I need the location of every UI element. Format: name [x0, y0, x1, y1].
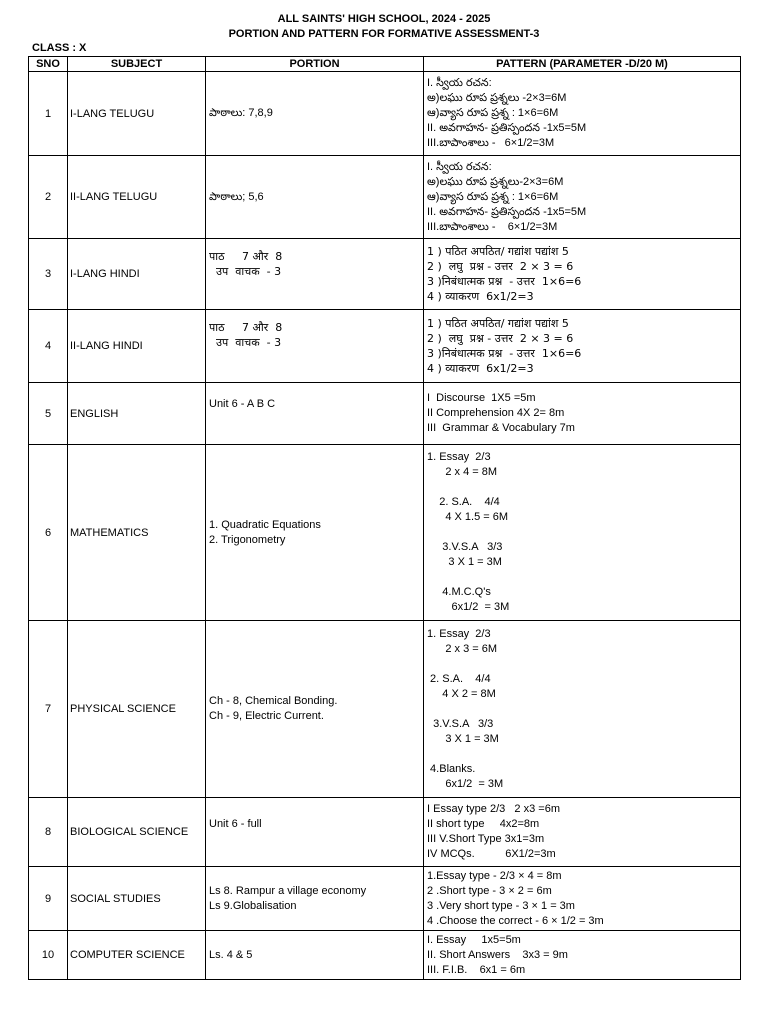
row-portion: Ch - 8, Chemical Bonding. Ch - 9, Electric Current. — [206, 621, 424, 798]
row-subject: SOCIAL STUDIES — [68, 867, 206, 931]
row-portion: पाठ 7 और 8 उप वाचक - 3 — [206, 239, 424, 310]
row-portion: 1. Quadratic Equations 2. Trigonometry — [206, 445, 424, 621]
col-header-pattern: PATTERN (PARAMETER -D/20 M) — [424, 57, 741, 72]
row-pattern: I. స్వీయ రచన: అ)లఘు రూప ప్రశ్నలు-2×3=6M ఆ)వ్యాస రూప ప్రశ్న : 1×6=6M II. అవగాహన- ప్రతిస్పందన -1x5=5M III.బాపాంశాలు - 6×1/2=3M — [424, 156, 741, 239]
row-subject: BIOLOGICAL SCIENCE — [68, 798, 206, 867]
table-row — [29, 445, 741, 621]
row-pattern: I. స్వీయ రచన: అ)లఘు రూప ప్రశ్నలు -2×3=6M ఆ)వ్యాస రూప ప్రశ్న : 1×6=6M II. అవగాహన- ప్రతిస్పందన -1x5=5M III.బాపాంశాలు - 6×1/2=3M — [424, 72, 741, 156]
class-label: CLASS : X — [32, 42, 87, 54]
row-sno: 5 — [29, 383, 68, 445]
row-portion: Ls 8. Rampur a village economy Ls 9.Globalisation — [206, 867, 424, 931]
row-sno: 8 — [29, 798, 68, 867]
row-portion: పాఠాలు: 7,8,9 — [206, 72, 424, 156]
row-pattern: I Essay type 2/3 2 x3 =6m II short type 4x2=8m III V.Short Type 3x1=3m IV MCQs. 6X1/2=3m — [424, 798, 741, 867]
table-row — [29, 621, 741, 798]
table-row — [29, 72, 741, 156]
row-sno: 9 — [29, 867, 68, 931]
table-row — [29, 931, 741, 980]
row-portion: Ls. 4 & 5 — [206, 931, 424, 980]
assessment-subtitle: PORTION AND PATTERN FOR FORMATIVE ASSESSMENT-3 — [228, 28, 540, 40]
row-pattern: 1 ) पठित अपठित/ गद्यांश पद्यांश 5 2 ) लघु प्रश्न - उत्तर 2 × 3 = 6 3 )निबंधात्मक प्रश्न - उत्तर 1×6=6 4 ) व्याकरण 6x1/2=3 — [424, 239, 741, 310]
table-row — [29, 383, 741, 445]
row-portion: पाठ 7 और 8 उप वाचक - 3 — [206, 310, 424, 383]
row-subject: PHYSICAL SCIENCE — [68, 621, 206, 798]
row-sno: 3 — [29, 239, 68, 310]
row-portion: Unit 6 - full — [206, 798, 424, 867]
col-header-portion: PORTION — [206, 57, 424, 72]
row-subject: II-LANG TELUGU — [68, 156, 206, 239]
table-row — [29, 239, 741, 310]
row-subject: ENGLISH — [68, 383, 206, 445]
row-subject: MATHEMATICS — [68, 445, 206, 621]
row-sno: 10 — [29, 931, 68, 980]
row-sno: 2 — [29, 156, 68, 239]
table-row — [29, 156, 741, 239]
row-pattern: I Discourse 1X5 =5m II Comprehension 4X 2= 8m III Grammar & Vocabulary 7m — [424, 383, 741, 445]
row-portion: పాఠాలు; 5,6 — [206, 156, 424, 239]
row-subject: COMPUTER SCIENCE — [68, 931, 206, 980]
table-header-row — [29, 57, 741, 72]
row-subject: I-LANG HINDI — [68, 239, 206, 310]
school-title: ALL SAINTS' HIGH SCHOOL, 2024 - 2025 — [277, 13, 491, 25]
row-portion: Unit 6 - A B C — [206, 383, 424, 445]
table-row — [29, 310, 741, 383]
table-row — [29, 867, 741, 931]
row-pattern: 1. Essay 2/3 2 x 4 = 8M 2. S.A. 4/4 4 X 1.5 = 6M 3.V.S.A 3/3 3 X 1 = 3M 4.M.C.Q's 6x1/2 = 3M — [424, 445, 741, 621]
row-sno: 6 — [29, 445, 68, 621]
portion-pattern-table — [28, 56, 741, 980]
row-sno: 1 — [29, 72, 68, 156]
row-pattern: 1 ) पठित अपठित/ गद्यांश पद्यांश 5 2 ) लघु प्रश्न - उत्तर 2 × 3 = 6 3 )निबंधात्मक प्रश्न - उत्तर 1×6=6 4 ) व्याकरण 6x1/2=3 — [424, 310, 741, 383]
col-header-sno: SNO — [29, 57, 68, 72]
col-header-subject: SUBJECT — [68, 57, 206, 72]
row-sno: 4 — [29, 310, 68, 383]
row-pattern: 1. Essay 2/3 2 x 3 = 6M 2. S.A. 4/4 4 X 2 = 8M 3.V.S.A 3/3 3 X 1 = 3M 4.Blanks. 6x1/2 = 3M — [424, 621, 741, 798]
table-row — [29, 798, 741, 867]
row-pattern: I. Essay 1x5=5m II. Short Answers 3x3 = 9m III. F.I.B. 6x1 = 6m — [424, 931, 741, 980]
row-subject: I-LANG TELUGU — [68, 72, 206, 156]
row-subject: II-LANG HINDI — [68, 310, 206, 383]
row-sno: 7 — [29, 621, 68, 798]
row-pattern: 1.Essay type - 2/3 × 4 = 8m 2 .Short type - 3 × 2 = 6m 3 .Very short type - 3 × 1 = 3m 4 .Choose the correct - 6 × 1/2 = 3m — [424, 867, 741, 931]
